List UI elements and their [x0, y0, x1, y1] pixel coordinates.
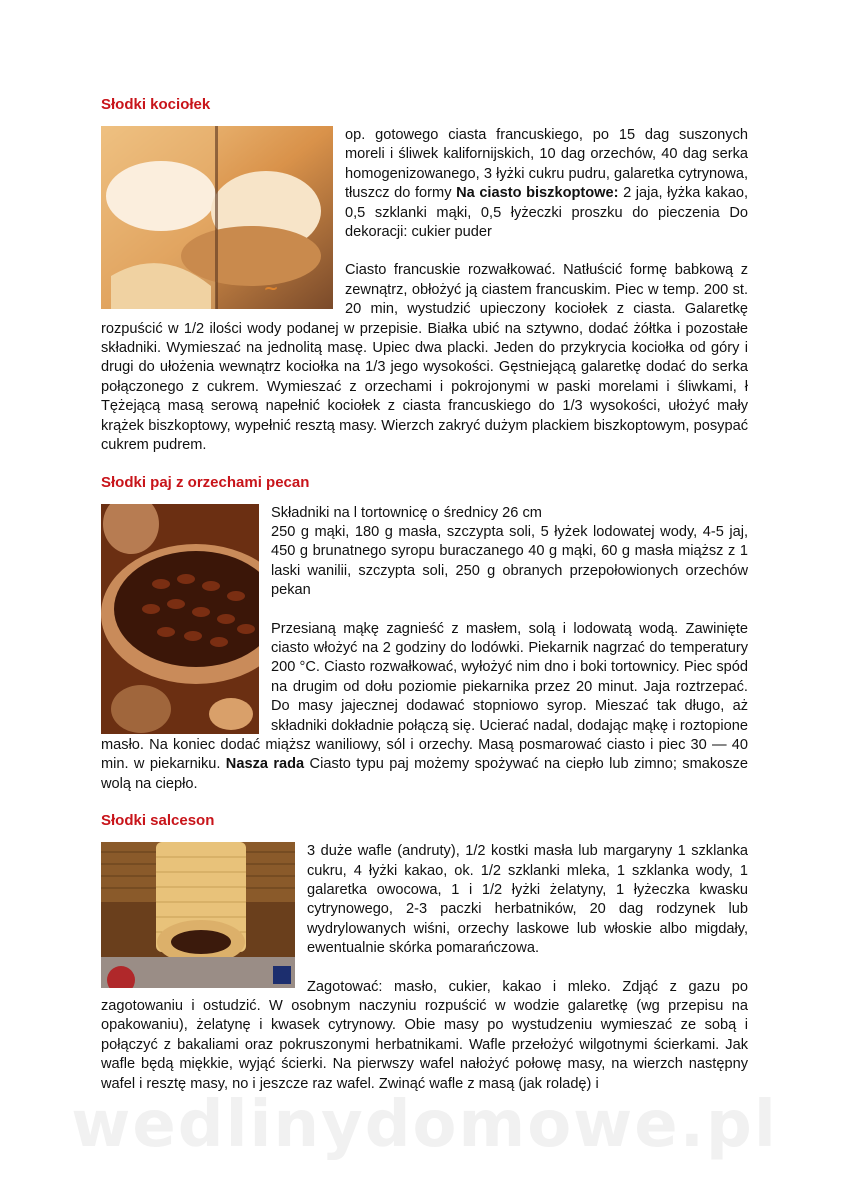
recipe-ingredients-heading: Składniki na l tortownicę o średnicy 26 cm — [271, 504, 542, 521]
recipe-title: Słodki salceson — [101, 812, 215, 830]
recipe-slodki-salceson — [101, 812, 748, 1094]
recipe-photo-salceson — [101, 842, 295, 988]
recipe-ingredients: 250 g mąki, 180 g masła, szczypta soli, 5 łyżek lodowatej wody, 4-5 jaj, 450 g brunatnego syropu buraczanego 40 g mąki, 60 g masła miąższ z 1 laski wanilii, szczypta soli, 250 g obranych przepołowionych orzechów pekan — [271, 523, 748, 599]
recipe-photo-kociolek — [101, 126, 333, 309]
recipe-method: Przesianą mąkę zagnieść z masłem, solą i lodowatą wodą. Zawinięte ciasto włożyć na 2 godziny do lodówki. Piekarnik nagrzać do temperatury 200 °C. Ciasto rozwałkować, wyłożyć nim dno i boki tortownicy. Piec spód na drugim od dołu poziomie piekarnika przez 20 minut. Jaja roztrzepać. Do masy jajecznej dodawać stopniowo syrop. Mieszać tak długo, aż składniki dokładnie połączą się. Ucierać nadal, dodając mąkę i roztopione masło. Na koniec dodać miąższ waniliowy, sól i orzechy. Masą posmarować ciasto i piec 30 — 40 min. w piekarniku. Nasza rada Ciasto typu paj możemy spożywać na ciepło lub zimno; smakosze wolą na ciepło. — [101, 620, 749, 792]
recipe-slodki-kociolek — [101, 96, 748, 456]
svg-text:~: ~ — [263, 278, 279, 299]
recipe-title: Słodki paj z orzechami pecan — [101, 473, 310, 491]
watermark-text: wedlinydomowe.pl — [71, 1088, 778, 1162]
recipe-body — [101, 842, 748, 1094]
recipe-body — [101, 126, 748, 456]
recipe-ingredients: 3 duże wafle (andruty), 1/2 kostki masła lub margaryny 1 szklanka cukru, 4 łyżki kakao, ok. 1/2 szklanki mleka, 1 szklanka wody, 1 galaretka owocowa, 1 i 1/2 łyżki żelatyny, 1 łyżeczka kwasku cytrynowego, 2-3 paczki herbatników, 20 dag rodzynek lub wydrylowanych wiśni, orzechy laskowe lub włoskie albo migdały, ewentualnie skórka pomarańczowa. — [307, 843, 748, 957]
recipe-method: Ciasto francuskie rozwałkować. Natłuścić formę babkową z zewnątrz, obłożyć ją ciastem francuskim. Piec w temp. 200 st. 20 min, wystudzić upieczony kociołek z ciasta. Galaretkę rozpuścić w 1/2 ilości wody podanej w przepisie. Białka ubić na sztywno, dodać żółtka i pozostałe składniki. Wymieszać na jednolitą masę. Upiec dwa placki. Jeden do przykrycia kociołka od góry i drugi do ułożenia wewnątrz kociołka na 1/3 jego wysokości. Gęstniejącą galaretkę dodać do serka połączonego z cukrem. Wymieszać z orzechami i pokrojonymi w paski morelami i śliwkami, ł Tężejącą masą serową napełnić kociołek z ciasta francuskiego do 1/3 wysokości, ułożyć mały krążek biszkoptowy, wypełnić resztą masy. Wierzch zakryć dużym plackiem biszkoptowym, posypać cukrem pudrem. — [101, 262, 748, 454]
recipe-photo-paj — [101, 504, 259, 734]
recipe-title: Słodki kociołek — [101, 96, 211, 113]
recipe-ingredients: op. gotowego ciasta francuskiego, po 15 dag suszonych moreli i śliwek kalifornijskich, 10 dag orzechów, 40 dag serka homogenizowanego, 3 łyżki cukru pudru, galaretka cytrynowa, tłuszcz do formy Na ciasto biszkoptowe: 2 jaja, łyżka kakao, 0,5 szklanki mąki, 0,5 łyżeczki proszku do pieczenia Do dekoracji: cukier puder — [345, 127, 748, 241]
recipe-body — [101, 504, 748, 795]
recipe-method: Zagotować: masło, cukier, kakao i mleko. Zdjąć z gazu po zagotowaniu i ostudzić. W osobnym naczyniu rozpuścić w wodzie galaretkę (wg przepisu na opakowaniu), żelatynę i kwasek cytrynowy. Obie masy po wystudzeniu wymieszać ze sobą i połączyć z bakaliami oraz pokruszonymi herbatnikami. Wafle przełożyć wilgotnymi ścierkami. Jak wafle będą miękkie, wyjąć ścierki. Na pierwszy wafel nałożyć połowę masy, na wierzch następny wafel i resztę masy, no i jeszcze raz wafel. Zwinąć wafle z masą (jak roladę) i — [101, 978, 748, 1092]
document-page — [101, 96, 748, 1112]
recipe-slodki-paj — [101, 474, 748, 795]
